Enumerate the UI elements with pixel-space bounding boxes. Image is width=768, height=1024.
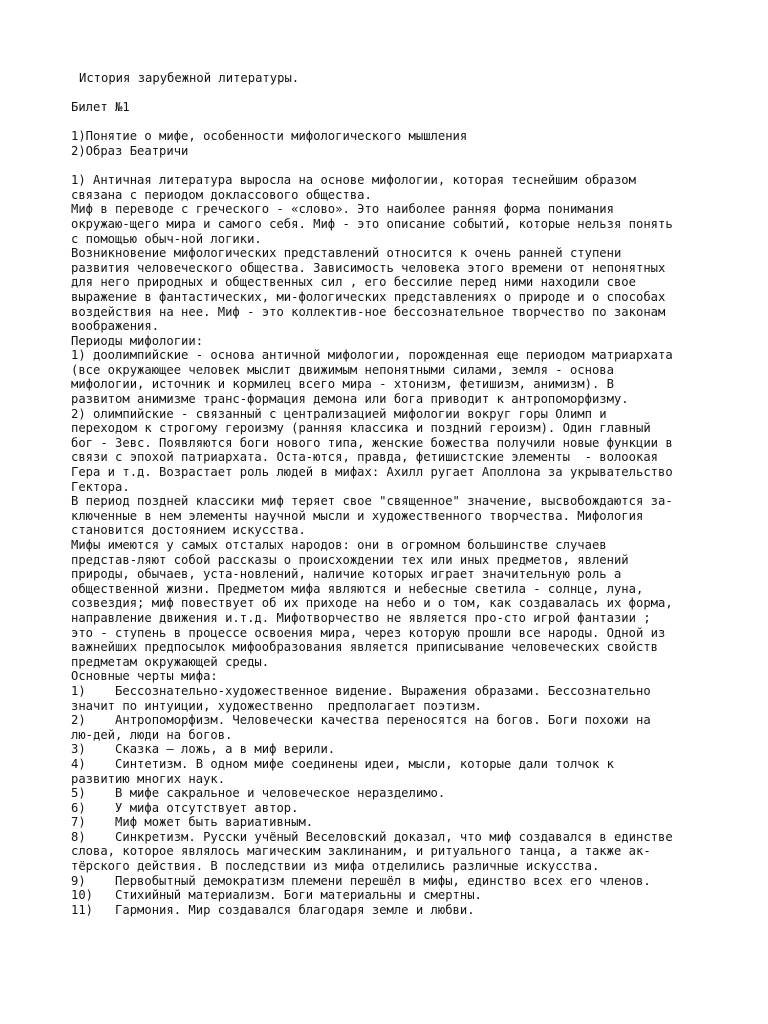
- body-line: Возникновение мифологических представлений относится к очень ранней ступени: [71, 246, 622, 261]
- body-line: 2) Антропоморфизм. Человечески качества переносятся на богов. Боги похожи на: [71, 713, 651, 728]
- body-line: 8) Синкретизм. Русски учёный Веселовский доказал, что миф создавался в единстве: [71, 829, 673, 844]
- body-line: слова, которое являлось магическим заклинаним, и ритуального танца, а также ак-: [71, 844, 651, 859]
- body-line: Мифы имеются у самых отсталых народов: они в огромном большинстве случаев: [71, 538, 607, 552]
- ticket-heading: Билет №1: [71, 100, 130, 115]
- body-line: воздействия на нее. Миф - это коллектив-ное бессознательное творчество по законам: [71, 304, 666, 319]
- body-line: ключенные в нем элементы научной мысли и художественного творчества. Мифология: [71, 508, 644, 523]
- body-line: 10) Стихийный материализм. Боги материальны и смертны.: [71, 888, 482, 903]
- body-line: лю-дей, люди на богов.: [71, 727, 233, 742]
- body-line: природы, обычаев, уста-новлений, наличие которых играет значительную роль а: [71, 567, 622, 582]
- body-line: выражение в фантастических, ми-фологических представлениях о природе и о способах: [71, 289, 666, 304]
- body-line: для него природных и общественных сил , его бессилие перед ними находили свое: [71, 275, 636, 290]
- body-line: 11) Гармония. Мир создавался благодаря земле и любви.: [71, 902, 475, 917]
- body-line: значит по интуиции, художественно предполагает поэтизм.: [71, 698, 482, 713]
- answer-body: [71, 173, 711, 917]
- body-line: 3) Сказка – ложь, а в миф верили.: [71, 742, 336, 757]
- body-line: развитию многих наук.: [71, 771, 226, 786]
- body-line: связи с эпохой патриархата. Оста-ются, правда, фетишистские элементы - волоокая: [71, 450, 658, 465]
- body-line: 6) У мифа отсутствует автор.: [71, 800, 299, 815]
- body-line: Миф в переводе с греческого - «слово». Это наиболее ранняя форма понимания: [71, 202, 614, 217]
- blank-line: [71, 159, 711, 174]
- body-line: переходом к строгому героизму (ранняя классика и поздний героизм). Один главный: [71, 421, 651, 436]
- blank-line: [71, 86, 711, 101]
- body-line: с помощью обыч-ной логики.: [71, 231, 262, 246]
- body-line: окружаю-щего мира и самого себя. Миф - это описание событий, которые нельзя понять: [71, 216, 673, 231]
- body-line: тёрского действия. В последствии из мифа отделились различные искусства.: [71, 859, 600, 874]
- body-line: связана с периодом доклассового общества.: [71, 187, 372, 202]
- body-line: 2) олимпийские - связанный с централизацией мифологии вокруг горы Олимп и: [71, 406, 607, 421]
- body-line: бог - Зевс. Появляются боги нового типа, женские божества получили новые функции в: [71, 435, 673, 450]
- body-line: становится достоянием искусства.: [71, 523, 306, 538]
- body-line: важнейших предпосылок мифообразования является приписывание человеческих свойств: [71, 640, 658, 655]
- body-line: Гера и т.д. Возрастает роль людей в мифах: Ахилл ругает Аполлона за укрывательство: [71, 465, 673, 480]
- body-line: Периоды мифологии:: [71, 333, 204, 348]
- blank-line: [71, 115, 711, 130]
- body-line: 1) Античная литература выросла на основе мифологии, которая теснейшим образом: [71, 173, 636, 188]
- body-line: 5) В мифе сакральное и человеческое неразделимо.: [71, 786, 446, 801]
- document-text: [71, 71, 711, 917]
- body-line: представ-ляют собой рассказы о происхождении тех или иных предметов, явлений: [71, 552, 629, 567]
- body-line: общественной жизни. Предметом мифа являются и небесные светила - солнце, луна,: [71, 581, 644, 596]
- body-line: 1) доолимпийские - основа античной мифологии, порожденная еще периодом матриархата: [71, 348, 673, 363]
- body-line: 1) Бессознательно-художественное видение. Выражения образами. Бессознательно: [71, 683, 651, 698]
- body-line: развитом анимизме транс-формация демона или бога приводит к антропоморфизму.: [71, 392, 629, 407]
- document-title: История зарубежной литературы.: [79, 71, 300, 85]
- body-line: развития человеческого общества. Зависимость человека этого времени от непонятных: [71, 260, 666, 275]
- body-line: предметам окружающей среды.: [71, 654, 270, 669]
- body-line: направление движения и.т.д. Мифотворчество не является про-сто игрой фантазии ;: [71, 610, 651, 625]
- body-line: Основные черты мифа:: [71, 669, 218, 684]
- body-line: мифологии, источник и кормилец всего мира - хтонизм, фетишизм, анимизм). В: [71, 377, 614, 392]
- body-line: созвездия; миф повествует об их приходе на небо и о том, как создавалась их форма,: [71, 596, 673, 611]
- body-line: (все окружающее человек мыслит движимым непонятными силами, земля - основа: [71, 362, 614, 377]
- body-line: Гектора.: [71, 479, 130, 494]
- question-1: 1)Понятие о мифе, особенности мифологического мышления: [71, 129, 468, 144]
- body-line: 9) Первобытный демократизм племени перешёл в мифы, единство всех его членов.: [71, 873, 651, 888]
- body-line: это - ступень в процессе освоения мира, через которую прошли все народы. Одной из: [71, 625, 666, 640]
- body-line: 4) Синтетизм. В одном мифе соединены идеи, мысли, которые дали толчок к: [71, 756, 614, 771]
- question-2: 2)Образ Беатричи: [71, 143, 189, 158]
- body-line: воображения.: [71, 319, 160, 334]
- body-line: 7) Миф может быть вариативным.: [71, 815, 314, 830]
- body-line: В период поздней классики миф теряет свое "священное" значение, высвобождаются за-: [71, 494, 673, 509]
